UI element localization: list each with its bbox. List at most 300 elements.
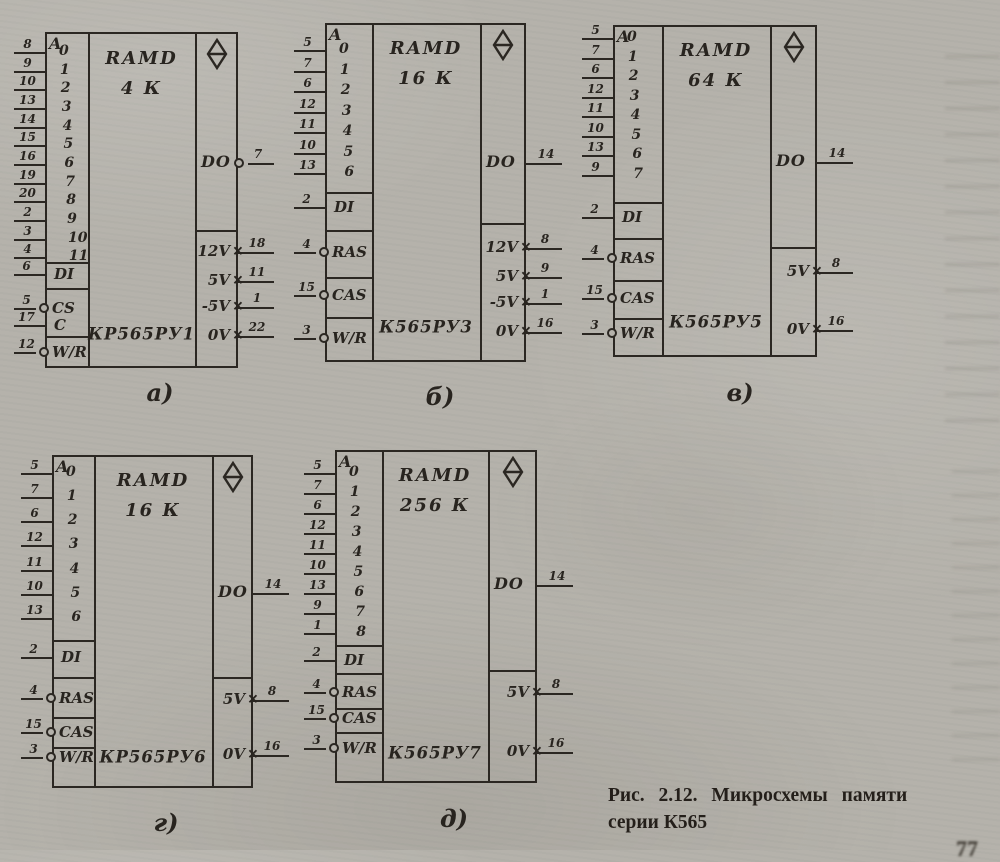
chip-a-do-label: DO	[201, 152, 231, 171]
chip-b-cell-line-DI	[325, 192, 372, 194]
chip-d-cell-line-RAS	[335, 673, 382, 675]
chip-a-power-label-12V: 12V	[197, 242, 230, 260]
chip-a-address-bit-2: 2	[60, 80, 71, 96]
chip-g-letter-label: г)	[153, 808, 179, 837]
chip-a-ctrl-label-WR: W/R	[52, 343, 87, 361]
chip-a-ctrl-pin-C: 17	[18, 310, 35, 324]
chip-d-address-bit-0: 0	[349, 464, 359, 480]
chip-b-power-label-12V: 12V	[485, 238, 518, 256]
chip-v-address-bit-3: 3	[629, 88, 640, 104]
chip-v-address-stub-3	[582, 97, 613, 99]
chip-v-address-pin-2: 6	[591, 62, 600, 76]
chip-v-address-stub-0	[582, 38, 613, 40]
chip-d-address-pin-3: 12	[309, 518, 326, 532]
chip-g-cell-line-CAS	[52, 717, 94, 719]
chip-g-ctrl-stub-WR	[21, 757, 43, 759]
chip-v-address-stub-7	[582, 175, 613, 177]
chip-g-power-label-0V: 0V	[222, 745, 245, 763]
chip-d-ctrl-pin-DI: 2	[312, 645, 321, 659]
chip-v-power-pin-5V: 8	[831, 256, 841, 270]
chip-v-power-xmark-0V: ✕	[811, 322, 823, 338]
chip-g-ctrl-pin-WR: 3	[29, 742, 38, 756]
chip-g-ctrl-label-DI: DI	[61, 648, 82, 666]
chip-b-power-pin-5V: 9	[540, 261, 550, 275]
chip-d-power-pin-5V: 8	[551, 677, 561, 691]
chip-b-address-bit-1: 1	[339, 62, 350, 78]
chip-b-address-bit-5: 5	[343, 144, 354, 160]
chip-a-address-pin-3: 13	[19, 93, 36, 107]
chip-g-address-pin-2: 6	[30, 506, 39, 520]
chip-a-address-stub-5	[14, 145, 45, 147]
chip-a-do-pin: 7	[253, 147, 263, 161]
chip-g-address-pin-4: 11	[26, 555, 43, 569]
chip-b-ctrl-pin-WR: 3	[302, 323, 311, 337]
chip-b-address-pin-1: 7	[303, 56, 312, 70]
chip-v-right-column-divider	[770, 25, 772, 357]
chip-b-address-pin-5: 10	[299, 138, 316, 152]
chip-d-ctrl-stub-WR	[304, 748, 326, 750]
chip-g-do-pin: 14	[264, 577, 282, 591]
chip-a-address-pin-6: 16	[19, 149, 36, 163]
chip-d-address-stub-6	[304, 593, 335, 595]
chip-v-three-state-diamond-icon	[782, 31, 806, 63]
chip-a-three-state-diamond-icon	[205, 38, 229, 70]
chip-g-address-bit-3: 3	[68, 536, 79, 552]
chip-v-do-label: DO	[776, 151, 806, 170]
page-number: 77	[956, 836, 978, 861]
chip-v-ctrl-stub-RAS	[582, 258, 604, 260]
chip-g-power-separator	[212, 677, 253, 679]
chip-d-address-header: A	[339, 452, 352, 471]
chip-v-address-bit-2: 2	[628, 68, 639, 84]
chip-a-address-bit-3: 3	[61, 99, 72, 115]
chip-g-address-pin-5: 10	[26, 579, 43, 593]
chip-v-cell-line-DI	[613, 202, 662, 204]
chip-d-address-pin-6: 13	[309, 578, 326, 592]
chip-v-power-label-0V: 0V	[786, 320, 809, 338]
chip-a-address-pin-1: 9	[23, 56, 32, 70]
chip-g-address-pin-6: 13	[26, 603, 43, 617]
chip-b-address-stub-5	[294, 153, 325, 155]
chip-b-address-stub-6	[294, 173, 325, 175]
chip-a-address-pin-2: 10	[19, 74, 36, 88]
chip-a-power-xmark-m5V: ✕	[232, 299, 244, 315]
chip-b-ctrl-bubble-CAS	[319, 290, 329, 300]
chip-a-address-stub-6	[14, 164, 45, 166]
chip-a-ctrl-label-DI: DI	[54, 265, 75, 283]
chip-d-ctrl-pin-RAS: 4	[312, 677, 321, 691]
chip-v-address-bit-5: 5	[631, 127, 642, 143]
chip-g-ctrl-stub-RAS	[21, 698, 43, 700]
chip-a-address-stub-3	[14, 108, 45, 110]
chip-g-address-stub-1	[21, 497, 52, 499]
chip-d-power-separator	[488, 670, 537, 672]
chip-b-address-bit-0: 0	[339, 41, 349, 57]
chip-a-power-pin-0V: 22	[248, 320, 266, 334]
chip-g-cell-line-RAS	[52, 677, 94, 679]
chip-g-ctrl-bubble-RAS	[46, 693, 56, 703]
chip-d-ctrl-stub-CAS	[304, 718, 326, 720]
chip-a-power-separator	[195, 230, 238, 232]
chip-a-ctrl-pin-DI: 6	[22, 259, 31, 273]
chip-d-do-label: DO	[494, 574, 524, 593]
chip-g-power-pin-0V: 16	[263, 739, 281, 753]
chip-d-power-pin-0V: 16	[547, 736, 565, 750]
chip-g-address-bit-1: 1	[66, 488, 77, 504]
chip-b-address-stub-0	[294, 50, 325, 52]
chip-b-cell-line-CAS	[325, 277, 372, 279]
chip-d-ctrl-label-RAS: RAS	[342, 683, 377, 701]
chip-a-ctrl-bubble-WR	[39, 347, 49, 357]
chip-v-ctrl-pin-WR: 3	[590, 318, 599, 332]
chip-v-power-pin-0V: 16	[827, 314, 845, 328]
chip-g-address-stub-2	[21, 521, 52, 523]
chip-b-address-stub-1	[294, 71, 325, 73]
chip-a-address-pin-10: 3	[23, 224, 32, 238]
chip-d-cell-line-WR	[335, 732, 382, 734]
chip-a-ctrl-pin-CS: 5	[22, 293, 31, 307]
chip-d-ctrl-bubble-WR	[329, 743, 339, 753]
chip-d-ctrl-pin-WR: 3	[312, 733, 321, 747]
chip-a-address-pin-8: 20	[19, 186, 36, 200]
chip-a-address-bit-9: 9	[67, 211, 77, 227]
chip-g-ctrl-pin-RAS: 4	[29, 683, 38, 697]
chip-a-address-bit-11: 11	[68, 248, 89, 264]
chip-a-address-stub-1	[14, 71, 45, 73]
chip-b-power-label-m5V: -5V	[489, 293, 518, 311]
chip-d-title-line1: RAMD	[398, 465, 472, 486]
chip-a-left-column-divider	[88, 32, 90, 368]
chip-v-ctrl-bubble-WR	[607, 328, 617, 338]
chip-v-ctrl-stub-DI	[582, 217, 613, 219]
chip-a-address-bit-1: 1	[59, 62, 70, 78]
chip-g-do-label: DO	[218, 582, 248, 601]
chip-a-power-pin-5V: 11	[248, 265, 266, 279]
chip-d-power-label-5V: 5V	[506, 683, 529, 701]
chip-b-power-pin-12V: 8	[540, 232, 550, 246]
chip-v-ctrl-stub-CAS	[582, 298, 604, 300]
chip-a-power-pin-12V: 18	[248, 236, 266, 250]
chip-a-cell-line-CS	[45, 288, 88, 290]
chip-b-title-line1: RAMD	[389, 38, 463, 59]
chip-a-power-label-5V: 5V	[207, 271, 230, 289]
chip-v-title-line2: 64 К	[688, 70, 744, 91]
chip-v-ctrl-stub-WR	[582, 333, 604, 335]
chip-a-address-pin-9: 2	[23, 205, 32, 219]
chip-d-address-pin-5: 10	[309, 558, 326, 572]
chip-a-do-bubble	[234, 158, 244, 168]
chip-b-ctrl-pin-RAS: 4	[302, 237, 311, 251]
chip-g-power-label-5V: 5V	[222, 690, 245, 708]
chip-g-ctrl-stub-CAS	[21, 732, 43, 734]
chip-b-power-xmark-m5V: ✕	[520, 295, 532, 311]
chip-b-address-stub-3	[294, 112, 325, 114]
chip-a-address-stub-4	[14, 127, 45, 129]
chip-d-address-stub-8	[304, 633, 335, 635]
chip-b-power-xmark-0V: ✕	[520, 324, 532, 340]
chip-a-address-bit-0: 0	[59, 43, 69, 59]
chip-g-power-xmark-5V: ✕	[247, 692, 259, 708]
chip-b-ctrl-pin-CAS: 15	[298, 280, 315, 294]
chip-d-ctrl-stub-DI	[304, 660, 335, 662]
figure-caption	[608, 782, 938, 836]
chip-b-ctrl-stub-CAS	[294, 295, 316, 297]
chip-d-address-pin-0: 5	[313, 458, 322, 472]
chip-d-ctrl-label-CAS: CAS	[342, 709, 377, 727]
chip-v-address-pin-6: 13	[587, 140, 604, 154]
chip-b-address-pin-4: 11	[299, 117, 316, 131]
chip-d-address-stub-5	[304, 573, 335, 575]
chip-a-address-bit-6: 6	[64, 155, 75, 171]
chip-a-address-stub-2	[14, 89, 45, 91]
chip-v-letter-label: в)	[726, 378, 754, 407]
chip-a-address-bit-8: 8	[66, 192, 76, 208]
chip-d-address-bit-5: 5	[353, 564, 364, 580]
chip-b-address-stub-4	[294, 132, 325, 134]
chip-v-address-bit-1: 1	[627, 49, 638, 65]
chip-b-ctrl-bubble-WR	[319, 333, 329, 343]
chip-a-power-xmark-12V: ✕	[232, 244, 244, 260]
chip-b-ctrl-pin-DI: 2	[302, 192, 311, 206]
chip-v-do-stub	[817, 162, 853, 164]
chip-b-right-column-divider	[480, 23, 482, 362]
chip-g-address-pin-1: 7	[30, 482, 39, 496]
chip-g-address-stub-0	[21, 473, 52, 475]
chip-d-address-stub-2	[304, 513, 335, 515]
chip-v-address-pin-7: 9	[591, 160, 600, 174]
chip-b-address-pin-0: 5	[303, 35, 312, 49]
chip-a-title-line2: 4 К	[120, 78, 163, 99]
chip-d-address-bit-6: 6	[354, 584, 365, 600]
chip-d-right-column-divider	[488, 450, 490, 783]
chip-v-power-xmark-5V: ✕	[811, 264, 823, 280]
chip-b-power-pin-0V: 16	[536, 316, 554, 330]
chip-v-address-bit-7: 7	[633, 166, 644, 182]
chip-v-ctrl-bubble-RAS	[607, 253, 617, 263]
chip-d-ctrl-pin-CAS: 15	[308, 703, 325, 717]
chip-a-do-stub	[248, 163, 274, 165]
chip-v-address-stub-1	[582, 58, 613, 60]
chip-d-address-pin-7: 9	[313, 598, 322, 612]
chip-a-address-bit-7: 7	[65, 174, 76, 190]
chip-v-ctrl-pin-DI: 2	[590, 202, 599, 216]
chip-v-address-bit-4: 4	[630, 107, 641, 123]
chip-g-address-bit-0: 0	[66, 464, 76, 480]
chip-a-address-stub-10	[14, 239, 45, 241]
chip-b-address-bit-6: 6	[344, 164, 355, 180]
chip-g-right-column-divider	[212, 455, 214, 788]
chip-g-part-number: КР565РУ6	[99, 747, 207, 767]
chip-v-cell-line-RAS	[613, 238, 662, 240]
chip-b-ctrl-label-RAS: RAS	[332, 243, 367, 261]
chip-b-power-xmark-12V: ✕	[520, 240, 532, 256]
chip-a-power-xmark-0V: ✕	[232, 328, 244, 344]
chip-g-title-line2: 16 К	[125, 500, 181, 521]
chip-v-ctrl-label-WR: W/R	[620, 324, 655, 342]
chip-b-ctrl-label-DI: DI	[334, 198, 355, 216]
chip-d-address-pin-1: 7	[313, 478, 322, 492]
chip-d-address-bit-4: 4	[352, 544, 363, 560]
chip-g-ctrl-bubble-CAS	[46, 727, 56, 737]
chip-b-cell-line-WR	[325, 317, 372, 319]
figure-caption-line1: Рис. 2.12. Микросхемы памяти	[608, 785, 908, 806]
chip-d-address-bit-8: 8	[356, 624, 366, 640]
chip-d-ctrl-label-WR: W/R	[342, 739, 377, 757]
chip-d-left-column-divider	[382, 450, 384, 783]
chip-d-address-stub-1	[304, 493, 335, 495]
chip-v-address-pin-5: 10	[587, 121, 604, 135]
chip-g-address-bit-4: 4	[69, 561, 80, 577]
chip-a-address-pin-5: 15	[19, 130, 36, 144]
chip-b-part-number: К565РУ3	[379, 317, 473, 337]
chip-d-address-bit-3: 3	[351, 524, 362, 540]
chip-g-ctrl-bubble-WR	[46, 752, 56, 762]
chip-b-address-pin-2: 6	[303, 76, 312, 90]
chip-a-ctrl-label-C: C	[54, 316, 66, 334]
chip-v-part-number: К565РУ5	[669, 312, 763, 332]
chip-g-address-bit-6: 6	[71, 609, 82, 625]
chip-g-address-stub-5	[21, 594, 52, 596]
chip-v-power-separator	[770, 247, 817, 249]
chip-a-title-line1: RAMD	[105, 48, 178, 69]
chip-b-address-pin-3: 12	[299, 97, 316, 111]
chip-v-address-header: A	[617, 27, 630, 46]
chip-d-power-label-0V: 0V	[506, 742, 529, 760]
chip-a-power-label-m5V: -5V	[201, 297, 230, 315]
chip-a-address-stub-0	[14, 52, 45, 54]
chip-a-address-bit-4: 4	[62, 118, 73, 134]
chip-b-power-xmark-5V: ✕	[520, 269, 532, 285]
figure-caption-line2: серии К565	[608, 812, 708, 833]
chip-a-ctrl-label-CS: CS	[52, 299, 75, 317]
chip-b-three-state-diamond-icon	[491, 29, 515, 61]
chip-g-ctrl-label-RAS: RAS	[59, 689, 94, 707]
chip-d-three-state-diamond-icon	[501, 456, 525, 488]
chip-d-address-bit-1: 1	[349, 484, 360, 500]
chip-b-address-stub-2	[294, 91, 325, 93]
chip-g-ctrl-pin-DI: 2	[29, 642, 38, 656]
chip-v-cell-line-CAS	[613, 280, 662, 282]
chip-d-do-pin: 14	[548, 569, 566, 583]
chip-d-address-stub-4	[304, 553, 335, 555]
chip-d-title-line2: 256 К	[399, 495, 471, 516]
chip-b-address-pin-6: 13	[299, 158, 316, 172]
chip-d-do-stub	[537, 585, 573, 587]
chip-g-title-line1: RAMD	[116, 470, 190, 491]
chip-g-ctrl-label-WR: W/R	[59, 748, 94, 766]
chip-b-power-label-0V: 0V	[495, 322, 518, 340]
chip-b-ctrl-stub-RAS	[294, 252, 316, 254]
chip-d-power-xmark-5V: ✕	[531, 685, 543, 701]
chip-a-address-bit-5: 5	[63, 136, 74, 152]
chip-v-ctrl-label-RAS: RAS	[620, 249, 655, 267]
chip-b-power-label-5V: 5V	[495, 267, 518, 285]
chip-v-address-stub-5	[582, 136, 613, 138]
chip-g-address-bit-5: 5	[70, 585, 81, 601]
chip-a-ctrl-bubble-CS	[39, 303, 49, 313]
chip-a-address-stub-9	[14, 220, 45, 222]
chip-a-address-pin-4: 14	[19, 112, 36, 126]
chip-a-right-column-divider	[195, 32, 197, 368]
chip-d-address-pin-8: 1	[313, 618, 322, 632]
chip-v-title-line1: RAMD	[679, 40, 753, 61]
chip-a-ctrl-pin-WR: 12	[18, 337, 35, 351]
chip-a-part-number: КР565РУ1	[87, 324, 196, 344]
chip-v-ctrl-label-CAS: CAS	[620, 289, 655, 307]
chip-v-power-label-5V: 5V	[786, 262, 809, 280]
chip-a-cell-line-DI	[45, 262, 88, 264]
chip-g-address-header: A	[56, 457, 69, 476]
chip-g-three-state-diamond-icon	[221, 461, 245, 493]
chip-v-ctrl-pin-CAS: 15	[586, 283, 603, 297]
chip-d-letter-label: д)	[439, 804, 469, 833]
chip-v-address-pin-1: 7	[591, 43, 600, 57]
chip-g-power-pin-5V: 8	[267, 684, 277, 698]
chip-a-address-header: A	[49, 34, 62, 53]
chip-v-left-column-divider	[662, 25, 664, 357]
chip-a-address-pin-0: 8	[23, 37, 32, 51]
chip-v-ctrl-pin-RAS: 4	[590, 243, 599, 257]
chip-d-address-pin-2: 6	[313, 498, 322, 512]
chip-d-ctrl-label-DI: DI	[344, 651, 365, 669]
chip-g-do-stub	[253, 593, 289, 595]
chip-d-ctrl-bubble-RAS	[329, 687, 339, 697]
chip-g-address-stub-6	[21, 618, 52, 620]
chip-g-address-stub-3	[21, 545, 52, 547]
chip-a-address-pin-7: 19	[19, 168, 36, 182]
chip-g-ctrl-stub-DI	[21, 657, 52, 659]
chip-b-power-pin-m5V: 1	[540, 287, 550, 301]
chip-a-address-stub-7	[14, 183, 45, 185]
chip-v-address-stub-6	[582, 155, 613, 157]
chip-g-ctrl-label-CAS: CAS	[59, 723, 94, 741]
chip-d-ctrl-stub-RAS	[304, 692, 326, 694]
chip-b-do-label: DO	[486, 152, 516, 171]
chip-b-ctrl-label-CAS: CAS	[332, 286, 367, 304]
chip-v-do-pin: 14	[828, 146, 846, 160]
chip-d-address-stub-3	[304, 533, 335, 535]
chip-g-address-pin-3: 12	[26, 530, 43, 544]
chip-a-address-pin-11: 4	[23, 242, 32, 256]
chip-v-address-stub-4	[582, 116, 613, 118]
chip-g-cell-line-DI	[52, 640, 94, 642]
chip-d-part-number: К565РУ7	[388, 743, 482, 763]
chip-v-ctrl-label-DI: DI	[622, 208, 643, 226]
chip-v-address-pin-4: 11	[587, 101, 604, 115]
chip-b-address-bit-4: 4	[342, 123, 353, 139]
chip-d-address-bit-7: 7	[355, 604, 366, 620]
chip-b-ctrl-label-WR: W/R	[332, 329, 367, 347]
chip-d-power-xmark-0V: ✕	[531, 744, 543, 760]
chip-a-power-xmark-5V: ✕	[232, 273, 244, 289]
chip-a-ctrl-stub-WR	[14, 352, 36, 354]
chip-v-address-bit-6: 6	[632, 146, 643, 162]
chip-a-ctrl-stub-C	[14, 325, 45, 327]
chip-g-ctrl-pin-CAS: 15	[25, 717, 42, 731]
chip-g-address-pin-0: 5	[30, 458, 39, 472]
chip-b-left-column-divider	[372, 23, 374, 362]
chip-b-address-bit-2: 2	[340, 82, 351, 98]
chip-b-do-pin: 14	[537, 147, 555, 161]
chip-b-letter-label: б)	[425, 382, 455, 411]
chip-g-address-stub-4	[21, 570, 52, 572]
chip-d-address-stub-0	[304, 473, 335, 475]
chip-b-address-header: A	[329, 25, 342, 44]
chip-v-address-stub-2	[582, 77, 613, 79]
chip-g-power-xmark-0V: ✕	[247, 747, 259, 763]
chip-b-address-bit-3: 3	[341, 103, 352, 119]
chip-v-address-bit-0: 0	[627, 29, 637, 45]
